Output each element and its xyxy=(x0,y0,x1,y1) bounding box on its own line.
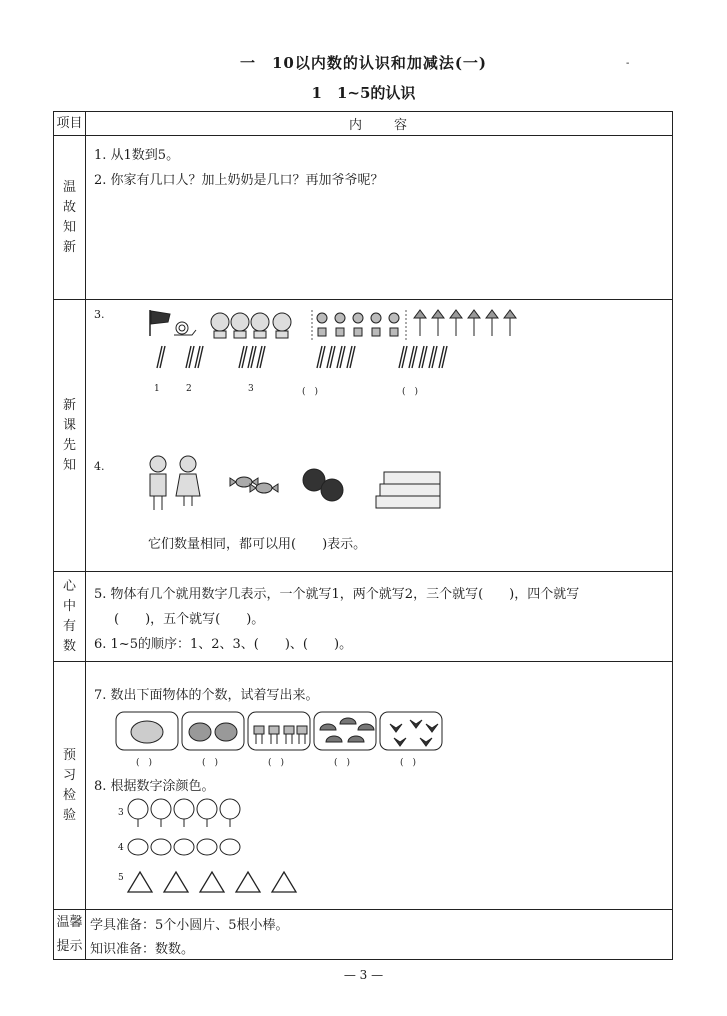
section-preview xyxy=(86,300,673,572)
lesson-title: 1 1~5的认识 xyxy=(311,84,416,102)
col-header-item: 项目 xyxy=(54,112,86,136)
question-1: 1. 从1数到5。 xyxy=(94,148,180,163)
question-6: 6. 1~5的顺序：1、2、3、( )、( )。 xyxy=(94,637,353,652)
section-label-check: 预习检验 xyxy=(54,662,86,910)
section-know xyxy=(86,572,673,662)
sticks-picture xyxy=(157,346,447,368)
chapter-title: 一 10以内数的认识和加减法(一) xyxy=(239,54,488,72)
triangles-row xyxy=(128,872,296,892)
question-4-figure xyxy=(144,454,484,518)
question-2: 2. 你家有几口人？加上奶奶是几口？再加爷爷呢？ xyxy=(94,173,384,188)
section-check xyxy=(86,662,673,910)
section-label-tips: 温馨提示 xyxy=(54,910,86,960)
question-5: 5. 物体有几个就用数字几表示，一个就写1，两个就写2，三个就写( )，四个就写 xyxy=(94,587,580,602)
flag-picture xyxy=(150,310,170,336)
count-1: 1 xyxy=(154,384,160,394)
mushrooms-picture xyxy=(320,718,374,742)
row-label-5: 5 xyxy=(118,873,124,883)
q7-blank-3[interactable]: ( ) xyxy=(268,758,285,768)
q7-blank-5[interactable]: ( ) xyxy=(400,758,417,768)
children-picture xyxy=(211,313,291,338)
q7-blank-1[interactable]: ( ) xyxy=(136,758,153,768)
snail-picture xyxy=(174,322,196,335)
hippos-picture xyxy=(189,723,237,741)
elephant-picture xyxy=(131,721,163,743)
tip-tools: 学具准备：5个小圆片、5根小棒。 xyxy=(90,918,289,933)
apples-row xyxy=(128,839,240,855)
section-label-know: 心中有数 xyxy=(54,572,86,662)
deer-picture xyxy=(254,726,307,744)
worksheet-table xyxy=(53,111,673,960)
page-number: — 3 — xyxy=(343,968,384,982)
row-label-4: 4 xyxy=(118,843,124,853)
count-3: 3 xyxy=(248,384,254,394)
apples-picture xyxy=(303,469,343,501)
section-review xyxy=(86,136,673,300)
question-7: 7. 数出下面物体的个数，试着写出来。 xyxy=(94,688,319,703)
count-blank-4[interactable]: ( ) xyxy=(302,387,319,397)
tip-knowledge: 知识准备：数数。 xyxy=(90,942,195,957)
q7-blank-4[interactable]: ( ) xyxy=(334,758,351,768)
birds-picture xyxy=(390,720,438,746)
question-5-cont: ( )，五个就写( )。 xyxy=(114,612,265,627)
question-4-label: 4. xyxy=(94,460,105,473)
question-3-label: 3. xyxy=(94,308,105,321)
flowers-picture xyxy=(317,313,399,336)
col-header-content: 内 容 xyxy=(86,112,673,136)
row-label-3: 3 xyxy=(118,808,124,818)
books-picture xyxy=(376,472,440,508)
section-label-review: 温故知新 xyxy=(54,136,86,300)
two-children-picture xyxy=(150,456,200,510)
corner-mark: - xyxy=(626,58,630,69)
count-2: 2 xyxy=(186,384,192,394)
trees-picture xyxy=(414,310,516,336)
question-7-figure xyxy=(114,710,474,754)
section-label-preview: 新课先知 xyxy=(54,300,86,572)
question-8: 8. 根据数字涂颜色。 xyxy=(94,779,215,794)
section-tips xyxy=(86,910,673,960)
question-4-text: 它们数量相同，都可以用( )表示。 xyxy=(148,537,367,552)
candies-picture xyxy=(230,477,278,493)
count-blank-5[interactable]: ( ) xyxy=(402,387,419,397)
balloons-row xyxy=(128,799,240,827)
q7-blank-2[interactable]: ( ) xyxy=(202,758,219,768)
question-8-figure[interactable] xyxy=(126,797,326,897)
